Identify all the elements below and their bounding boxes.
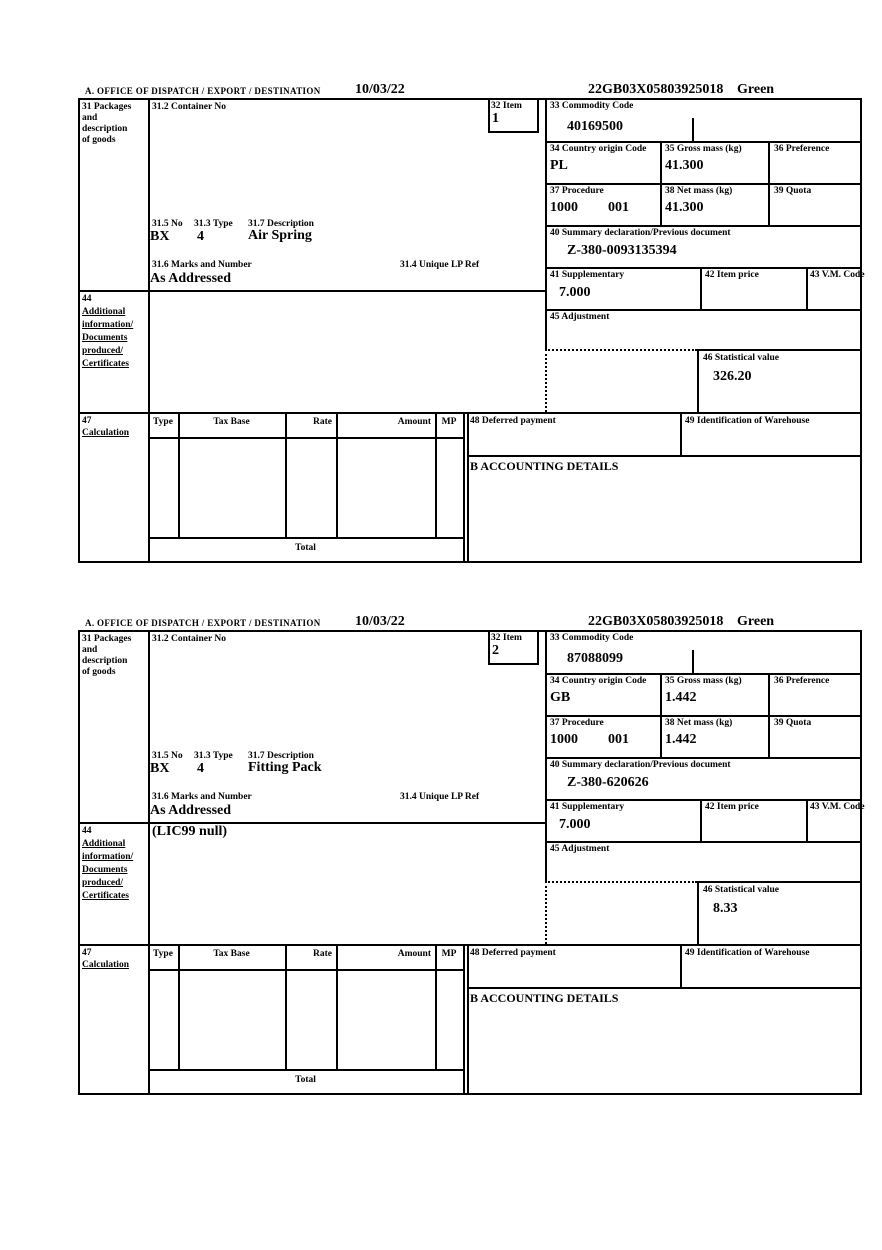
package-type-label: 31.3 Type — [194, 219, 233, 229]
row-divider-34-37 — [545, 715, 862, 717]
box-31-label-line: of goods — [82, 667, 116, 677]
preference-label: 36 Preference — [774, 144, 830, 154]
dotted-divider-vertical — [545, 349, 547, 412]
box-31-label-line: description — [82, 124, 128, 134]
box-47-label: Calculation — [82, 960, 129, 970]
statistical-value-label: 46 Statistical value — [703, 353, 779, 363]
tax-header-bottom-line — [148, 969, 465, 971]
row-divider-37-40 — [545, 757, 862, 759]
tax-header-base: Tax Base — [213, 949, 250, 959]
declaration-reference: 22GB03X05803925018 — [588, 82, 724, 97]
tax-col-base-right — [285, 944, 287, 1069]
marks-value: As Addressed — [150, 271, 232, 286]
commodity-code-value: 87088099 — [567, 651, 623, 666]
gross-mass-value: 1.442 — [665, 690, 697, 705]
procedure-label: 37 Procedure — [550, 718, 604, 728]
box-47-label: Calculation — [82, 428, 129, 438]
box-31-label-line: 31 Packages — [82, 102, 132, 112]
quota-label: 39 Quota — [774, 718, 812, 728]
tax-col-amount-right — [435, 412, 437, 537]
net-mass-label: 38 Net mass (kg) — [665, 186, 733, 196]
country-origin-label: 34 Country origin Code — [550, 676, 647, 686]
accounting-top-line — [467, 987, 862, 989]
tax-header-rate: Rate — [313, 949, 332, 959]
col-divider-41-42 — [700, 799, 702, 841]
supplementary-value: 7.000 — [559, 285, 591, 300]
procedure-value — [550, 200, 629, 215]
dispatch-date: 10/03/22 — [355, 82, 405, 97]
tax-header-amount: Amount — [397, 949, 431, 959]
package-description-label: 31.7 Description — [248, 751, 314, 761]
adjustment-label: 45 Adjustment — [550, 312, 610, 322]
tax-col-base-right — [285, 412, 287, 537]
col-divider-48-49 — [680, 944, 682, 987]
tax-table-bottom-line — [148, 1069, 465, 1071]
tax-header-type: Type — [153, 949, 173, 959]
tax-table-bottom-line — [148, 537, 465, 539]
package-no-label: 31.5 No — [152, 751, 183, 761]
commodity-code-label: 33 Commodity Code — [550, 101, 634, 111]
tax-header-type: Type — [153, 417, 173, 427]
package-description-value: Air Spring — [248, 228, 312, 243]
supplementary-label: 41 Supplementary — [550, 270, 625, 280]
box-44-label-line: Certificates — [82, 359, 129, 369]
box48-left-edge — [467, 412, 469, 563]
routing-status: Green — [737, 614, 775, 629]
warehouse-id-label: 49 Identification of Warehouse — [685, 948, 810, 958]
box-44-label-line: information/ — [82, 320, 134, 330]
tax-col-amount-right — [435, 944, 437, 1069]
tax-header-mp: MP — [441, 949, 457, 959]
net-mass-label: 38 Net mass (kg) — [665, 718, 733, 728]
box-44-label — [82, 306, 148, 371]
unique-lp-ref-label: 31.4 Unique LP Ref — [400, 260, 480, 270]
statistical-value: 8.33 — [713, 901, 738, 916]
procedure-code-1: 1000 — [550, 200, 578, 215]
box-31-label — [82, 634, 146, 678]
item-box-outline — [78, 98, 862, 563]
supplementary-label: 41 Supplementary — [550, 802, 625, 812]
row-divider-34-37 — [545, 183, 862, 185]
box-31-label-line: description — [82, 656, 128, 666]
box-44-label-line: produced/ — [82, 346, 124, 356]
row-divider-40-41 — [545, 267, 862, 269]
box-47-number: 47 — [82, 416, 92, 426]
office-of-dispatch-label: A. OFFICE OF DISPATCH / EXPORT / DESTINATION — [85, 86, 321, 96]
package-no-value: BX — [150, 229, 170, 244]
box-31-label-line: and — [82, 645, 98, 655]
box-44-label-line: Documents — [82, 865, 128, 875]
adjustment-label: 45 Adjustment — [550, 844, 610, 854]
box44-top-divider — [78, 290, 547, 292]
box-44-number: 44 — [82, 826, 92, 836]
container-no-label: 31.2 Container No — [152, 634, 226, 644]
vm-code-label: 43 V.M. Code — [810, 802, 865, 812]
package-type-value: 4 — [197, 229, 204, 244]
box-31-label-line: 31 Packages — [82, 634, 132, 644]
gross-mass-value: 41.300 — [665, 158, 704, 173]
summary-declaration-label: 40 Summary declaration/Previous document — [550, 228, 731, 238]
commodity-code-tick — [692, 650, 694, 673]
declaration-item-section-2 — [78, 614, 865, 1095]
row-divider-37-40 — [545, 225, 862, 227]
preference-label: 36 Preference — [774, 676, 830, 686]
item-box-outline — [78, 630, 862, 1095]
tax-total-label: Total — [295, 1075, 316, 1085]
tax-table-right-edge — [463, 944, 465, 1095]
box47-top-divider — [78, 944, 862, 946]
unique-lp-ref-label: 31.4 Unique LP Ref — [400, 792, 480, 802]
box-44-label-line: information/ — [82, 852, 134, 862]
box-31-label-line: and — [82, 113, 98, 123]
accounting-top-line — [467, 455, 862, 457]
container-no-label: 31.2 Container No — [152, 102, 226, 112]
deferred-payment-label: 48 Deferred payment — [470, 416, 556, 426]
deferred-payment-label: 48 Deferred payment — [470, 948, 556, 958]
col-divider-41-42 — [700, 267, 702, 309]
box-44-label-line: produced/ — [82, 878, 124, 888]
box-44-number: 44 — [82, 294, 92, 304]
item-price-label: 42 Item price — [705, 270, 759, 280]
box-31-label-line: of goods — [82, 135, 116, 145]
item-number-value: 1 — [492, 111, 499, 126]
box47-top-divider — [78, 412, 862, 414]
box33-bottom-line — [545, 141, 862, 143]
country-origin-value: GB — [550, 690, 571, 705]
supplementary-value: 7.000 — [559, 817, 591, 832]
tax-header-rate: Rate — [313, 417, 332, 427]
box-47-number: 47 — [82, 948, 92, 958]
dotted-divider-horizontal — [545, 881, 697, 883]
tax-col-rate-right — [336, 944, 338, 1069]
office-of-dispatch-label: A. OFFICE OF DISPATCH / EXPORT / DESTINATION — [85, 618, 321, 628]
tax-header-bottom-line — [148, 437, 465, 439]
declaration-reference: 22GB03X05803925018 — [588, 614, 724, 629]
procedure-code-2: 001 — [608, 200, 629, 215]
package-type-value: 4 — [197, 761, 204, 776]
box48-left-edge — [467, 944, 469, 1095]
row-divider-41-45 — [545, 309, 862, 311]
tax-col-type-right — [178, 944, 180, 1069]
box44-top-divider — [78, 822, 547, 824]
procedure-value — [550, 732, 629, 747]
procedure-code-2: 001 — [608, 732, 629, 747]
item-number-label: 32 Item — [491, 633, 522, 643]
row-divider-41-45 — [545, 841, 862, 843]
dispatch-date: 10/03/22 — [355, 614, 405, 629]
warehouse-id-label: 49 Identification of Warehouse — [685, 416, 810, 426]
left-column-divider — [148, 630, 150, 1095]
tax-header-mp: MP — [441, 417, 457, 427]
package-type-label: 31.3 Type — [194, 751, 233, 761]
col-divider-48-49 — [680, 412, 682, 455]
country-origin-value: PL — [550, 158, 568, 173]
box-44-label — [82, 838, 148, 903]
item-number-value: 2 — [492, 643, 499, 658]
gross-mass-label: 35 Gross mass (kg) — [665, 144, 742, 154]
previous-document-value: Z-380-0093135394 — [567, 243, 677, 258]
net-mass-value: 1.442 — [665, 732, 697, 747]
accounting-details-label: B ACCOUNTING DETAILS — [470, 459, 619, 473]
declaration-item-section-1 — [78, 82, 865, 563]
routing-status: Green — [737, 82, 775, 97]
package-description-label: 31.7 Description — [248, 219, 314, 229]
box-44-label-line: Additional — [82, 839, 126, 849]
left-column-divider — [148, 98, 150, 563]
dotted-divider-horizontal — [545, 349, 697, 351]
marks-value: As Addressed — [150, 803, 232, 818]
procedure-label: 37 Procedure — [550, 186, 604, 196]
box-44-label-line: Certificates — [82, 891, 129, 901]
summary-declaration-label: 40 Summary declaration/Previous document — [550, 760, 731, 770]
marks-label: 31.6 Marks and Number — [152, 792, 252, 802]
tax-col-type-right — [178, 412, 180, 537]
package-description-value: Fitting Pack — [248, 760, 322, 775]
additional-info-value: (LIC99 null) — [152, 824, 228, 839]
tax-header-base: Tax Base — [213, 417, 250, 427]
gross-mass-label: 35 Gross mass (kg) — [665, 676, 742, 686]
package-no-label: 31.5 No — [152, 219, 183, 229]
item-price-label: 42 Item price — [705, 802, 759, 812]
commodity-code-label: 33 Commodity Code — [550, 633, 634, 643]
procedure-code-1: 1000 — [550, 732, 578, 747]
package-no-value: BX — [150, 761, 170, 776]
col-divider-42-43 — [806, 267, 808, 309]
commodity-code-tick — [692, 118, 694, 141]
commodity-code-value: 40169500 — [567, 119, 623, 134]
row-divider-40-41 — [545, 799, 862, 801]
box33-bottom-line — [545, 673, 862, 675]
tax-header-amount: Amount — [397, 417, 431, 427]
item-number-label: 32 Item — [491, 101, 522, 111]
statistical-value: 326.20 — [713, 369, 752, 384]
box-31-label — [82, 102, 146, 146]
accounting-details-label: B ACCOUNTING DETAILS — [470, 991, 619, 1005]
previous-document-value: Z-380-620626 — [567, 775, 649, 790]
box-44-label-line: Additional — [82, 307, 126, 317]
dotted-divider-vertical — [545, 881, 547, 944]
net-mass-value: 41.300 — [665, 200, 704, 215]
tax-table-right-edge — [463, 412, 465, 563]
col-divider-42-43 — [806, 799, 808, 841]
box-44-label-line: Documents — [82, 333, 128, 343]
tax-total-label: Total — [295, 543, 316, 553]
tax-col-rate-right — [336, 412, 338, 537]
quota-label: 39 Quota — [774, 186, 812, 196]
vm-code-label: 43 V.M. Code — [810, 270, 865, 280]
marks-label: 31.6 Marks and Number — [152, 260, 252, 270]
country-origin-label: 34 Country origin Code — [550, 144, 647, 154]
statistical-value-label: 46 Statistical value — [703, 885, 779, 895]
